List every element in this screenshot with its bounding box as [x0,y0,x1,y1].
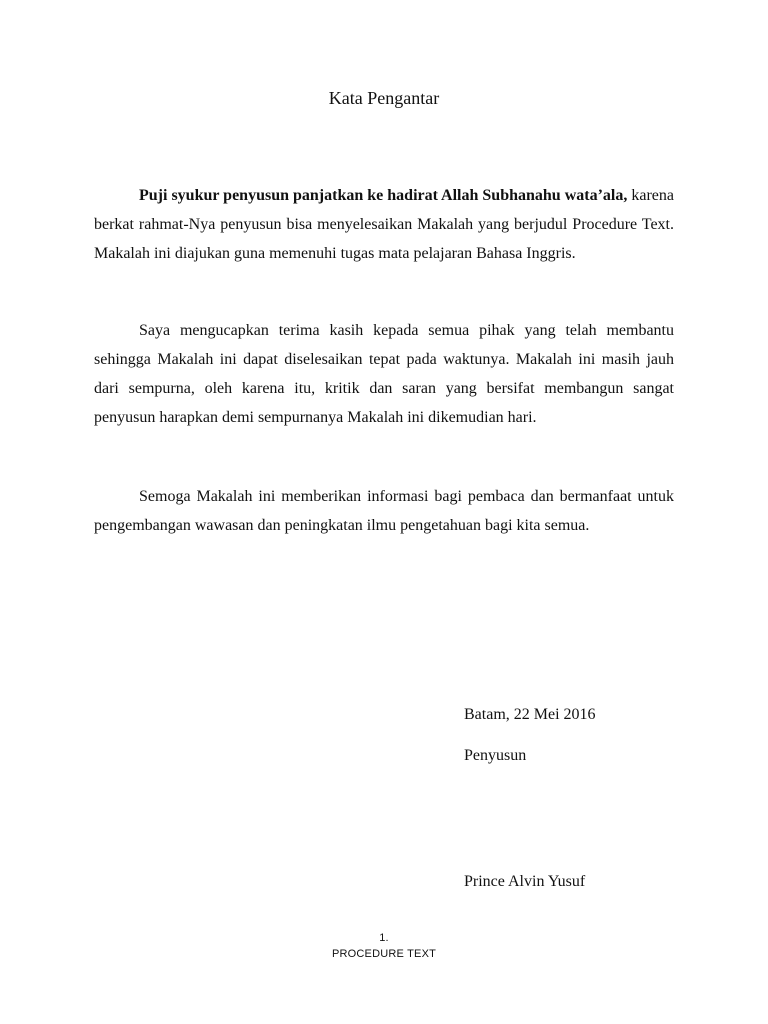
paragraph-1 [94,181,674,268]
paragraph-1-rest: karena berkat rahmat-Nya penyusun bisa menyelesaikan Makalah yang berjudul Procedure Text. Makalah ini diajukan guna memenuhi tugas mata pelajaran Bahasa Inggris. [94,187,674,262]
paragraph-3 [94,482,674,540]
paragraph-2-text: Saya mengucapkan terima kasih kepada semua pihak yang telah membantu sehingga Makalah ini dapat diselesaikan tepat pada waktunya. Makalah ini masih jauh dari sempurna, oleh karena itu, kritik dan saran yang bersifat membangun sangat penyusun harapkan demi sempurnanya Makalah ini dikemudian hari. [94,322,674,426]
signature-place-date: Batam, 22 Mei 2016 [464,706,596,723]
page-title: Kata Pengantar [328,88,440,108]
paragraph-1-text [94,181,674,268]
paragraph-2 [94,316,674,432]
signature-role: Penyusun [464,747,527,764]
paragraph-1-lead: Puji syukur penyusun panjatkan ke hadirat Allah Subhanahu wata’ala, [139,187,628,204]
signature-name: Prince Alvin Yusuf [464,873,586,890]
paragraph-3-text: Semoga Makalah ini memberikan informasi bagi pembaca dan bermanfaat untuk pengembangan wawasan dan peningkatan ilmu pengetahuan bagi kita semua. [94,488,674,534]
footer-label: PROCEDURE TEXT [331,948,437,960]
footer-page-number: 1. [379,932,389,944]
